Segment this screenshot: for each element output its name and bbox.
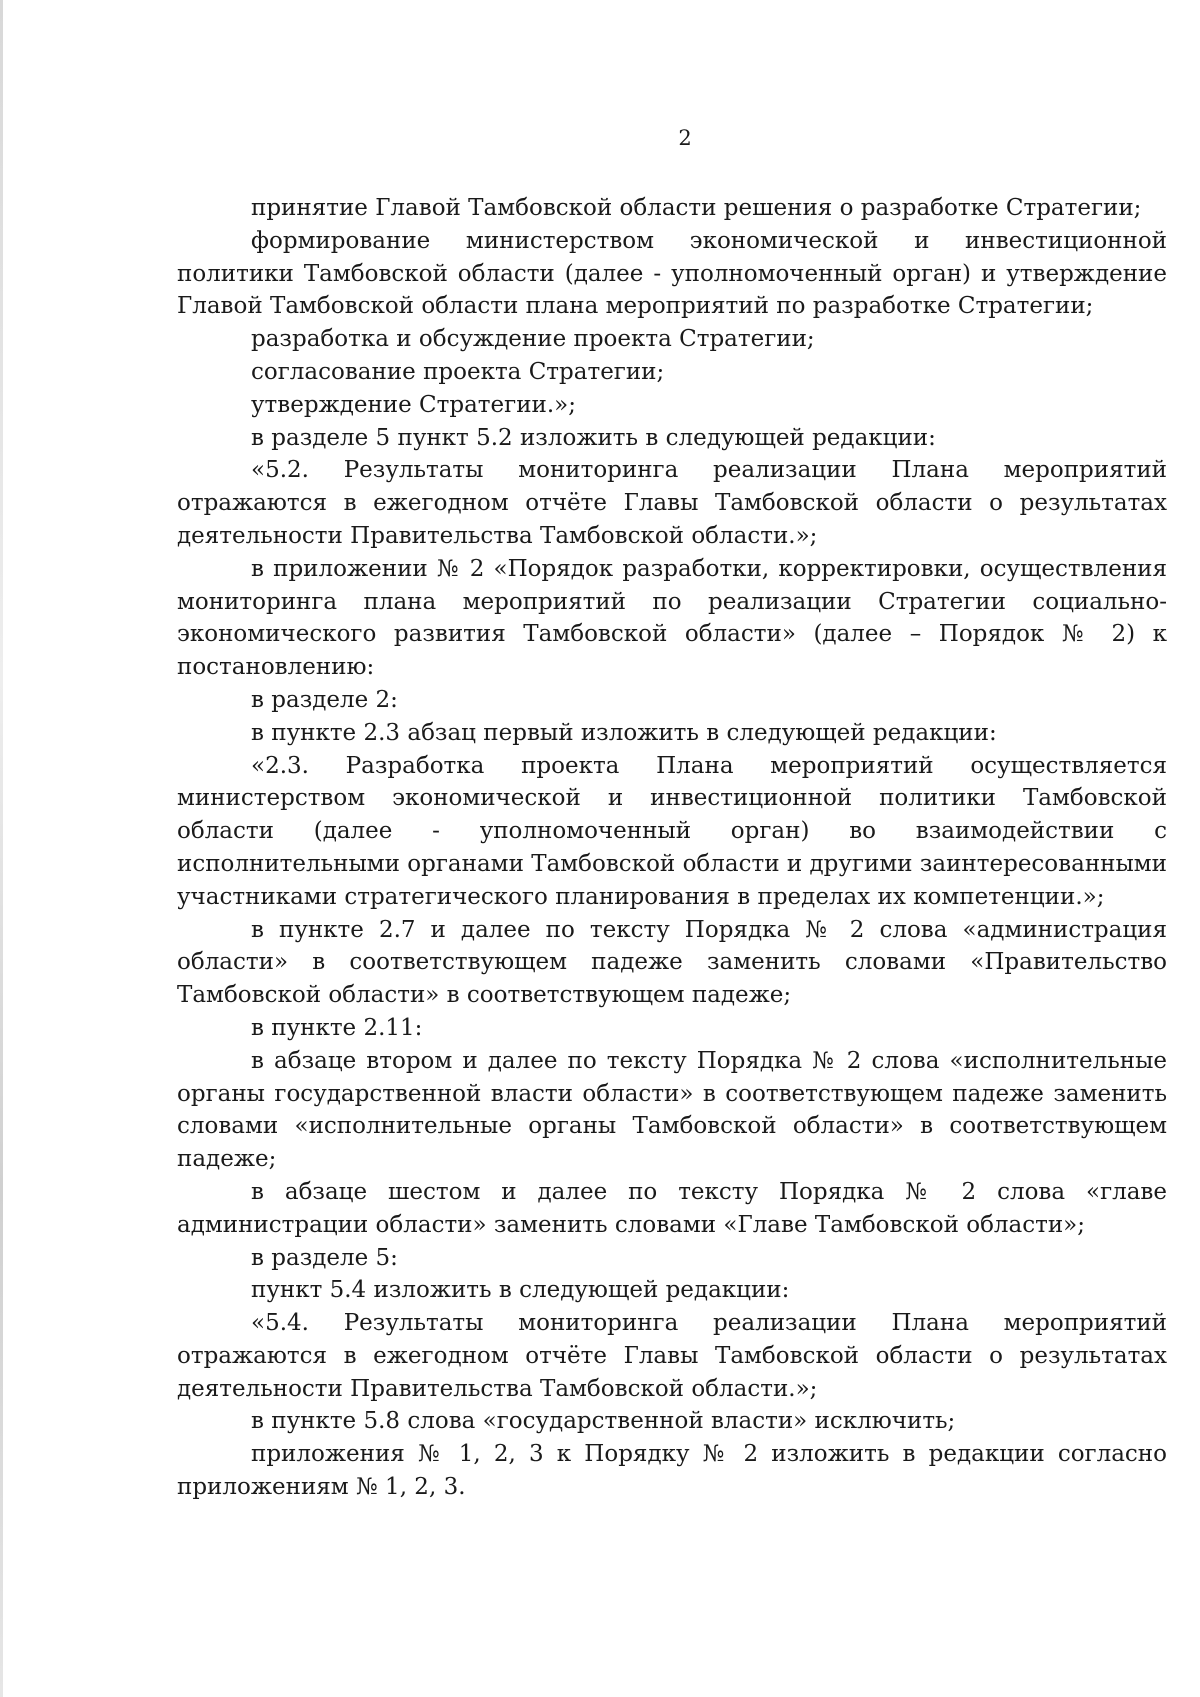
paragraph: «2.3. Разработка проекта Плана мероприятий осуществляется министерством экономической и инвестиционной политики Тамбовской области (далее - уполномоченный орган) во взаимодействии с исполнительными органами Тамбовской области и другими заинтересованными участниками стратегического планирования в пределах их компетенции.»; (177, 752, 1167, 910)
paragraph: в разделе 5: (251, 1244, 398, 1271)
paragraph: «5.2. Результаты мониторинга реализации Плана мероприятий отражаются в ежегодном отчёте Главы Тамбовской области о результатах деятельности Правительства Тамбовской области.»; (177, 457, 1167, 549)
paragraph: приложения № 1, 2, 3 к Порядку № 2 изложить в редакции согласно приложениям № 1, 2, 3. (177, 1441, 1167, 1501)
scan-edge (0, 0, 3, 1697)
paragraph: в приложении № 2 «Порядок разработки, корректировки, осуществления мониторинга плана мероприятий по реализации Стратегии социально-экономического развития Тамбовской области» (далее – Порядок № 2) к постановлению: (177, 555, 1167, 681)
paragraph: утверждение Стратегии.»; (251, 391, 576, 418)
paragraph: в разделе 2: (251, 686, 398, 713)
paragraph: в пункте 2.3 абзац первый изложить в следующей редакции: (251, 719, 997, 746)
paragraph: формирование министерством экономической и инвестиционной политики Тамбовской области (далее - уполномоченный орган) и утверждение Главой Тамбовской области плана мероприятий по разработке Стратегии; (177, 227, 1167, 320)
paragraph: в пункте 2.11: (251, 1014, 423, 1041)
document-body (177, 192, 1167, 1504)
page-number: 2 (678, 126, 692, 150)
paragraph: разработка и обсуждение проекта Стратегии; (251, 326, 815, 353)
paragraph: в пункте 5.8 слова «государственной власти» исключить; (251, 1408, 956, 1435)
paragraph: согласование проекта Стратегии; (251, 358, 665, 385)
paragraph: в разделе 5 пункт 5.2 изложить в следующей редакции: (251, 424, 936, 451)
paragraph: «5.4. Результаты мониторинга реализации Плана мероприятий отражаются в ежегодном отчёте Главы Тамбовской области о результатах деятельности Правительства Тамбовской области.»; (177, 1310, 1167, 1402)
paragraph: принятие Главой Тамбовской области решения о разработке Стратегии; (251, 195, 1142, 221)
paragraph: в абзаце шестом и далее по тексту Порядка № 2 слова «главе администрации области» заменить словами «Главе Тамбовской области»; (177, 1178, 1167, 1238)
paragraph: пункт 5.4 изложить в следующей редакции: (251, 1277, 790, 1304)
paragraph: в пункте 2.7 и далее по тексту Порядка № 2 слова «администрация области» в соответствующем падеже заменить словами «Правительство Тамбовской области» в соответствующем падеже; (177, 916, 1167, 1009)
paragraph: в абзаце втором и далее по тексту Порядка № 2 слова «исполнительные органы государственной власти области» в соответствующем падеже заменить словами «исполнительные органы Тамбовской области» в соответствующем падеже; (177, 1047, 1167, 1173)
